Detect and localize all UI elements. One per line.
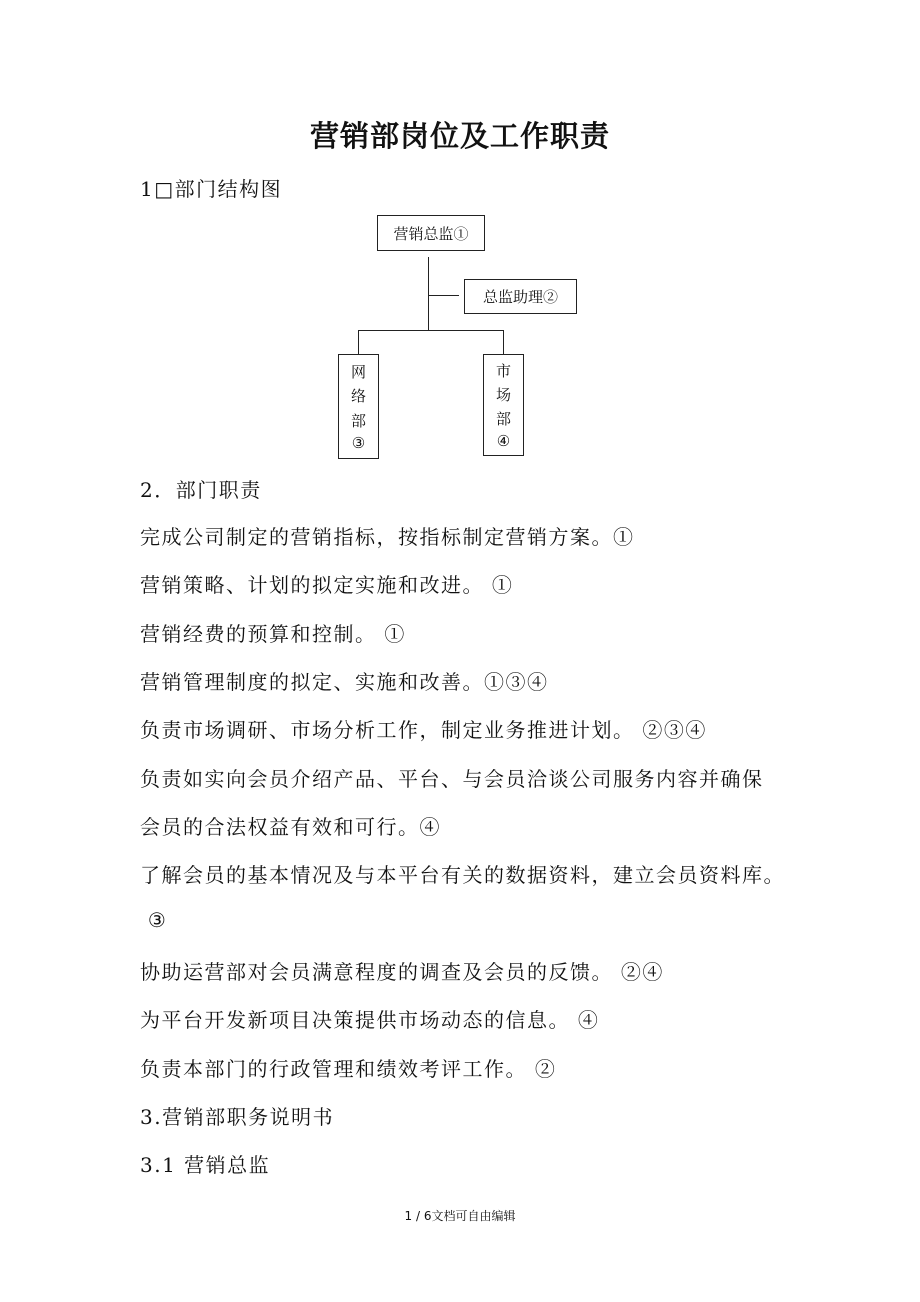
section-heading-duties: 2．部门职责 bbox=[140, 478, 262, 502]
org-char: ④ bbox=[496, 431, 511, 450]
duty-item: 完成公司制定的营销指标，按指标制定营销方案。① bbox=[140, 525, 635, 549]
duty-item: ③ bbox=[140, 908, 168, 932]
duty-item: 负责本部门的行政管理和绩效考评工作。 ② bbox=[140, 1057, 557, 1081]
org-box-director: 营销总监① bbox=[377, 215, 485, 251]
org-connector-main bbox=[428, 257, 429, 331]
org-connector-assistant bbox=[429, 295, 459, 296]
org-char: 部 bbox=[495, 409, 511, 428]
org-box-network-dept bbox=[338, 354, 379, 459]
subsection-heading-director: 3.1 营销总监 bbox=[140, 1153, 271, 1177]
org-box-market-dept bbox=[483, 354, 524, 456]
duty-item: 营销管理制度的拟定、实施和改善。①③④ bbox=[140, 670, 549, 694]
section-heading-structure: 1□部门结构图 bbox=[140, 177, 283, 201]
page-footer: 1 / 6文档可自由编辑 bbox=[404, 1209, 516, 1223]
org-char: 部 bbox=[350, 411, 366, 430]
org-connector-branch bbox=[358, 330, 503, 331]
org-char: 市 bbox=[495, 362, 511, 381]
duty-item: 协助运营部对会员满意程度的调查及会员的反馈。 ②④ bbox=[140, 960, 664, 984]
org-char: 网 bbox=[350, 362, 366, 381]
org-box-assistant: 总监助理② bbox=[464, 279, 577, 314]
duty-item: 营销策略、计划的拟定实施和改进。 ① bbox=[140, 573, 514, 597]
org-connector-left bbox=[358, 330, 359, 354]
org-char: ③ bbox=[351, 434, 366, 453]
duty-item: 营销经费的预算和控制。 ① bbox=[140, 622, 406, 646]
org-char: 场 bbox=[495, 386, 511, 405]
org-connector-right bbox=[503, 330, 504, 354]
section-heading-job-descriptions: 3.营销部职务说明书 bbox=[140, 1105, 335, 1129]
document-title: 营销部岗位及工作职责 bbox=[309, 119, 610, 153]
duty-item: 负责如实向会员介绍产品、平台、与会员洽谈公司服务内容并确保 bbox=[140, 767, 764, 791]
duty-item: 负责市场调研、市场分析工作，制定业务推进计划。 ②③④ bbox=[140, 718, 707, 742]
duty-item: 为平台开发新项目决策提供市场动态的信息。 ④ bbox=[140, 1008, 600, 1032]
duty-item: 会员的合法权益有效和可行。④ bbox=[140, 815, 441, 839]
org-char: 络 bbox=[350, 387, 366, 406]
duty-item: 了解会员的基本情况及与本平台有关的数据资料，建立会员资料库。 bbox=[140, 863, 785, 887]
